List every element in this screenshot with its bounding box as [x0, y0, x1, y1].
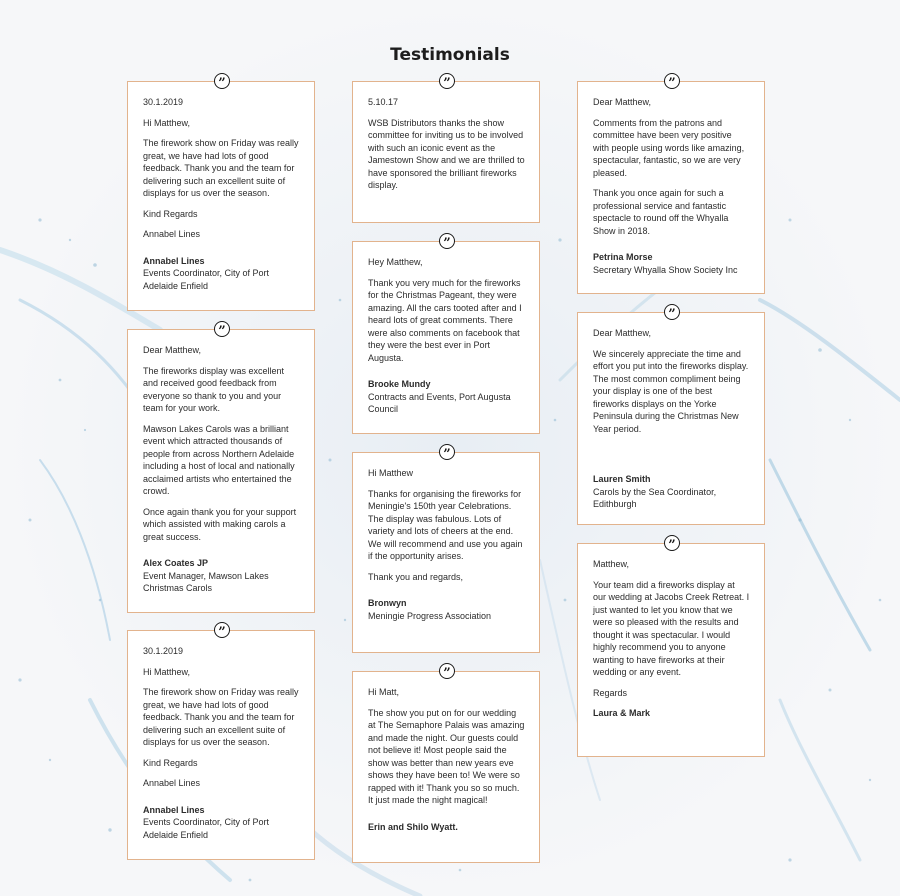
testimonial-author: [143, 255, 300, 293]
author-name: Annabel Lines: [143, 804, 205, 815]
author-name: Laura & Mark: [593, 708, 651, 718]
testimonial-paragraph: Thank you very much for the fireworks for the Christmas Pageant, they were amazing. All the cars tooted after and I heard lots of great comments. There were also comments on facebook that they were the best ever in Port Augusta.: [368, 277, 522, 363]
author-role: Event Manager, Mawson Lakes Christmas Carols: [143, 570, 269, 593]
testimonial-author: [593, 707, 750, 720]
testimonial-author: [368, 378, 525, 416]
testimonial-paragraph: The firework show on Friday was really great, we have had lots of good feedback. Thank you and the team for delivering such an excellent suite of displays for us over the season.: [143, 687, 299, 747]
author-role: Secretary Whyalla Show Society Inc: [593, 264, 738, 275]
testimonial-paragraph: Dear Matthew,: [143, 345, 202, 355]
author-role: Events Coordinator, City of Port Adelaide Enfield: [143, 817, 270, 840]
author-name: Bronwyn: [368, 598, 407, 608]
quote-icon: ”: [664, 304, 680, 320]
author-role: Carols by the Sea Coordinator, Edithburgh: [593, 486, 717, 509]
testimonial-author: [143, 557, 300, 595]
testimonial-card: [127, 624, 315, 860]
testimonial-paragraph: The fireworks display was excellent and received good feedback from everyone so thank to you and your team for your work.: [143, 365, 285, 413]
testimonial-card: [352, 446, 540, 653]
testimonial-paragraph: Once again thank you for your support which assisted with making carols a great success.: [143, 506, 297, 542]
testimonial-paragraph: Thank you once again for such a professional service and fantastic spectacle to round off the Whyalla Show in 2018.: [593, 188, 729, 236]
testimonial-paragraph: Kind Regards: [143, 757, 198, 768]
testimonial-paragraph: Hi Matthew,: [143, 666, 191, 677]
testimonial-card: [352, 235, 540, 434]
testimonial-paragraph: Regards: [593, 687, 628, 698]
testimonial-author: [593, 251, 750, 276]
quote-icon: ”: [664, 73, 680, 89]
testimonial-card: [577, 537, 765, 757]
testimonial-card: [127, 323, 315, 613]
quote-icon: ”: [439, 663, 455, 679]
testimonial-paragraph: Thanks for organising the fireworks for Meningie's 150th year Celebrations. The display was fabulous. Lots of variety and lots of cheers at the end. We will recommend and use you again if the opportunity arises.: [368, 488, 523, 561]
author-name: Petrina Morse: [593, 252, 653, 262]
quote-icon: ”: [214, 622, 230, 638]
testimonial-author: [143, 804, 300, 842]
testimonial-paragraph: Kind Regards: [143, 208, 198, 219]
author-role: Meningie Progress Association: [368, 610, 492, 621]
quote-icon: ”: [214, 73, 230, 89]
author-role: Events Coordinator, City of Port Adelaide Enfield: [143, 268, 270, 291]
testimonial-paragraph: 30.1.2019: [143, 97, 184, 107]
testimonial-author: [368, 821, 525, 834]
testimonial-card: [127, 75, 315, 311]
testimonial-paragraph: Comments from the patrons and committee have been very positive with people using words like amazing, spectacular, fantastic, so we are very pleased.: [593, 117, 745, 178]
testimonial-paragraph: Thank you and regards,: [368, 571, 464, 582]
testimonial-card: [352, 665, 540, 863]
quote-icon: ”: [664, 535, 680, 551]
testimonial-paragraph: Hi Matthew,: [143, 117, 191, 128]
testimonial-paragraph: 5.10.17: [368, 97, 399, 107]
testimonial-paragraph: The firework show on Friday was really great, we have had lots of good feedback. Thank you and the team for delivering such an excellent suite of displays for us over the season.: [143, 138, 299, 198]
testimonial-card: [352, 75, 540, 223]
testimonial-card: [577, 75, 765, 294]
testimonial-paragraph: WSB Distributors thanks the show committee for inviting us to be involved with such an iconic event as the Jamestown Show and we are thrilled to have sponsored the brilliant fireworks display.: [368, 117, 525, 190]
author-name: Lauren Smith: [593, 474, 651, 484]
testimonial-card: [577, 306, 765, 525]
testimonial-paragraph: Dear Matthew,: [593, 97, 652, 107]
quote-icon: ”: [439, 233, 455, 249]
testimonial-paragraph: Hi Matthew: [368, 468, 414, 478]
testimonial-author: [368, 597, 525, 622]
testimonial-paragraph: We sincerely appreciate the time and effort you put into the fireworks display. The most common compliment being your display is one of the best fireworks displays on the Yorke Peninsula during the Christmas New Year period.: [593, 348, 749, 434]
testimonial-paragraph: Matthew,: [593, 559, 630, 569]
page-title: Testimonials: [390, 45, 510, 66]
testimonial-paragraph: Hey Matthew,: [368, 257, 423, 267]
quote-icon: ”: [439, 73, 455, 89]
testimonial-paragraph: Your team did a fireworks display at our wedding at Jacobs Creek Retreat. I just wanted to let you know that we were so pleased with the results and thought it was spectacular. I would highly recommend you to anyone wanting to have fireworks at their wedding or any event.: [593, 579, 750, 677]
testimonial-paragraph: Dear Matthew,: [593, 328, 652, 338]
quote-icon: ”: [214, 321, 230, 337]
author-name: Brooke Mundy: [368, 379, 431, 389]
quote-icon: ”: [439, 444, 455, 460]
testimonial-paragraph: Annabel Lines: [143, 229, 201, 239]
testimonial-paragraph: Mawson Lakes Carols was a brilliant event which attracted thousands of people from across Northern Adelaide including a host of local and nationally acclaimed artists who entertained the crowd.: [143, 423, 295, 496]
testimonial-paragraph: Hi Matt,: [368, 687, 400, 697]
testimonial-paragraph: Annabel Lines: [143, 778, 201, 788]
testimonial-paragraph: 30.1.2019: [143, 646, 184, 656]
author-name: Alex Coates JP: [143, 558, 209, 568]
author-role: Contracts and Events, Port Augusta Council: [368, 391, 511, 414]
author-name: Erin and Shilo Wyatt.: [368, 821, 458, 832]
testimonial-author: [593, 473, 750, 511]
testimonial-paragraph: The show you put on for our wedding at The Semaphore Palais was amazing and made the night. Our guests could not believe it! Most people said the show was better than new years eve shows they have been to! We were so rapped with it! Thank you so so much. It just made the night magical!: [368, 707, 525, 805]
author-name: Annabel Lines: [143, 255, 205, 266]
